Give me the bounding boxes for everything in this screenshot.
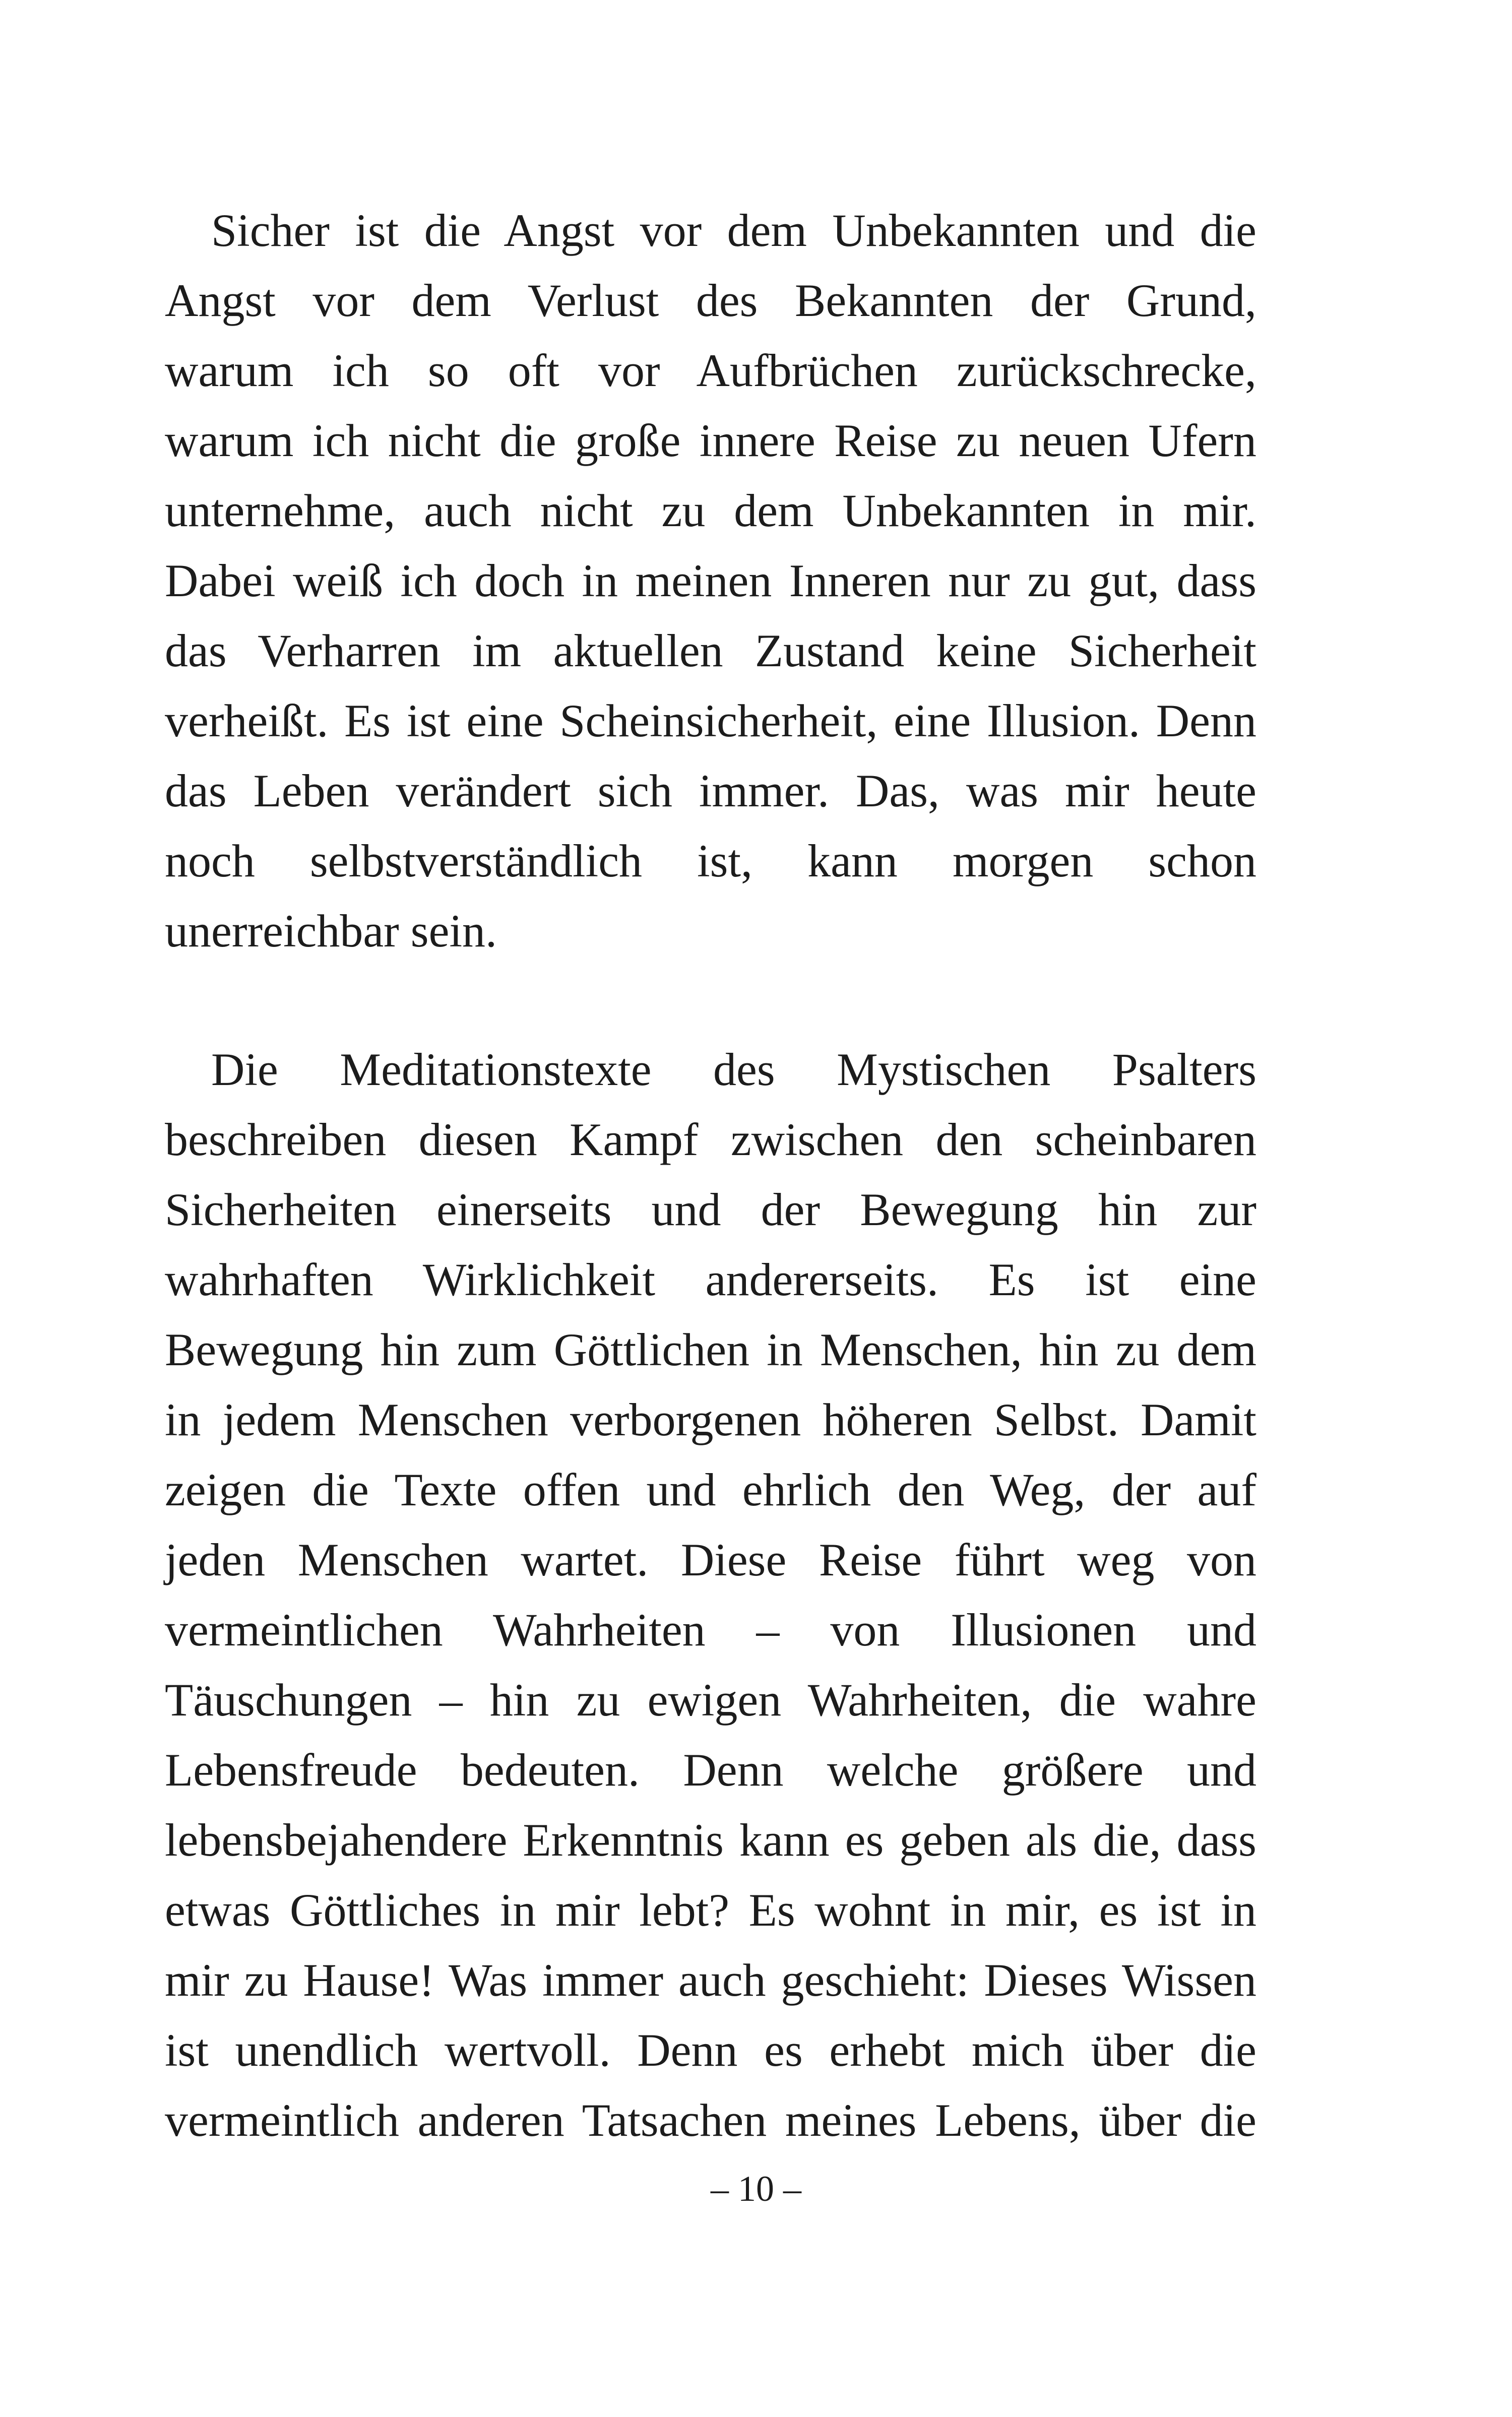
paragraph-line: beschreiben diesen Kampf zwischen den scheinbaren [165, 1114, 1256, 1165]
paragraph-line: zeigen die Texte offen und ehrlich den Weg, der auf [165, 1464, 1256, 1515]
paragraph-line: Die Meditationstexte des Mystischen Psalters [211, 1044, 1256, 1095]
paragraph-line: unternehme, auch nicht zu dem Unbekannten in mir. [165, 485, 1256, 536]
paragraph-line: Lebensfreude bedeuten. Denn welche größere und [165, 1744, 1256, 1796]
paragraph-line: mir zu Hause! Was immer auch geschieht: Dieses Wissen [165, 1954, 1256, 2006]
paragraph-line: Dabei weiß ich doch in meinen Inneren nur zu gut, dass [165, 555, 1256, 606]
paragraph-line: Täuschungen – hin zu ewigen Wahrheiten, die wahre [165, 1674, 1256, 1726]
paragraph-line: unerreichbar sein. [165, 905, 497, 957]
paragraph-line: etwas Göttliches in mir lebt? Es wohnt in mir, es ist in [165, 1884, 1256, 1936]
paragraph-line: das Leben verändert sich immer. Das, was mir heute [165, 765, 1256, 816]
paragraph-line: verheißt. Es ist eine Scheinsicherheit, eine Illusion. Denn [165, 695, 1256, 746]
paragraph-2 [165, 1035, 1256, 2155]
paragraph-line: Angst vor dem Verlust des Bekannten der Grund, [165, 275, 1256, 326]
paragraph-line: wahrhaften Wirklichkeit andererseits. Es ist eine [165, 1254, 1256, 1305]
paragraph-line: Bewegung hin zum Göttlichen in Menschen, hin zu dem [165, 1324, 1256, 1375]
paragraph-line: vermeintlich anderen Tatsachen meines Lebens, über die [165, 2094, 1256, 2146]
paragraph-line: Sicher ist die Angst vor dem Unbekannten und die [211, 205, 1256, 256]
paragraph-line: ist unendlich wertvoll. Denn es erhebt mich über die [165, 2024, 1256, 2076]
paragraph-1 [165, 196, 1256, 966]
paragraph-line: Sicherheiten einerseits und der Bewegung hin zur [165, 1184, 1256, 1235]
paragraph-line: warum ich nicht die große innere Reise zu neuen Ufern [165, 415, 1256, 466]
paragraph-line: noch selbstverständlich ist, kann morgen schon [165, 835, 1256, 886]
paragraph-line: lebensbejahendere Erkenntnis kann es geben als die, dass [165, 1814, 1256, 1866]
page-number: – 10 – [711, 2169, 801, 2209]
paragraph-line: vermeintlichen Wahrheiten – von Illusionen und [165, 1604, 1256, 1656]
paragraph-line: das Verharren im aktuellen Zustand keine Sicherheit [165, 625, 1256, 676]
paragraph-line: warum ich so oft vor Aufbrüchen zurückschrecke, [165, 345, 1256, 396]
paragraph-line: in jedem Menschen verborgenen höheren Selbst. Damit [165, 1394, 1256, 1445]
paragraph-line: jeden Menschen wartet. Diese Reise führt weg von [165, 1534, 1256, 1585]
